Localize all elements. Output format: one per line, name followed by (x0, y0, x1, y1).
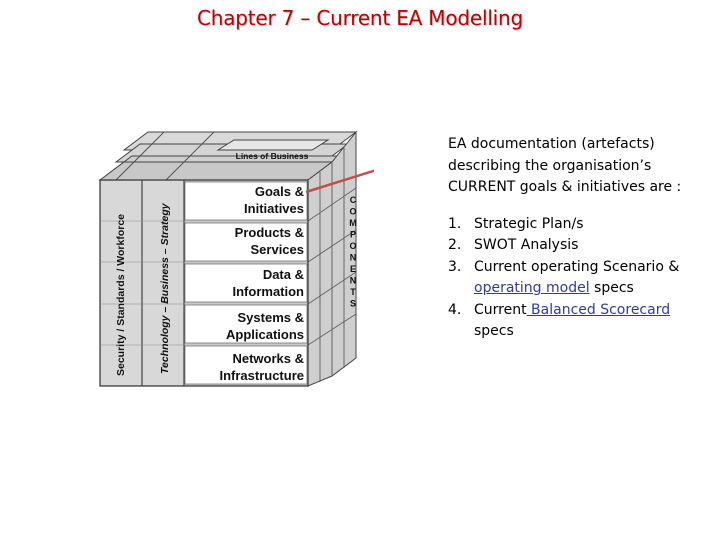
item-number: 2. (448, 237, 462, 253)
level-systems-line2: Applications (225, 327, 304, 342)
item-text-suffix: specs (589, 280, 634, 296)
components-letter: T (350, 287, 356, 297)
level-data-line1: Data & (262, 267, 304, 282)
item-text: Current (474, 301, 527, 318)
components-letter: O (349, 206, 357, 217)
list-item (448, 235, 708, 257)
item-text-suffix: specs (474, 323, 514, 339)
level-products-line1: Products & (234, 225, 304, 240)
artefact-list (448, 214, 708, 343)
technology-business-strategy-label: Technology – Business – Strategy (159, 203, 171, 374)
slide-title: Chapter 7 – Current EA Modelling (196, 6, 524, 30)
level-networks-line2: Infrastructure (219, 368, 304, 383)
level-systems-line1: Systems & (237, 310, 304, 325)
components-letter: S (349, 298, 357, 309)
content-panel (448, 134, 708, 343)
item-number: 3. (448, 258, 462, 275)
lines-of-business-label: Lines of Business (235, 151, 309, 161)
components-letter: O (349, 241, 357, 251)
item-number: 4. (448, 301, 462, 318)
components-letter: C (349, 195, 357, 205)
components-label (349, 195, 357, 309)
operating-model-link[interactable]: operating model (474, 280, 590, 296)
intro-text: EA documentation (artefacts) describing the organisation’s CURRENT goals & initiatives are : (448, 136, 682, 195)
ea-cube-diagram (94, 128, 374, 398)
ea-cube-svg (94, 128, 374, 398)
level-goals-line1: Goals & (254, 184, 304, 199)
list-item (448, 214, 708, 236)
components-letter: N (349, 275, 357, 286)
components-letter: E (349, 264, 357, 274)
item-text: SWOT Analysis (474, 237, 579, 253)
list-item (448, 257, 708, 300)
list-item (448, 300, 708, 343)
level-networks-line1: Networks & (232, 351, 304, 366)
item-text: Current operating Scenario & (474, 258, 680, 275)
components-letter: P (349, 229, 357, 240)
components-letter: N (349, 252, 357, 263)
security-standards-workforce-label: Security / Standards / Workforce (115, 213, 127, 376)
level-data-line2: Information (232, 284, 304, 299)
item-text: Strategic Plan/s (474, 215, 584, 232)
item-number: 1. (448, 215, 462, 232)
components-letter: M (349, 218, 357, 228)
level-products-line2: Services (250, 242, 304, 257)
balanced-scorecard-link[interactable]: Balanced Scorecard (526, 301, 671, 318)
level-goals-line2: Initiatives (244, 201, 304, 216)
